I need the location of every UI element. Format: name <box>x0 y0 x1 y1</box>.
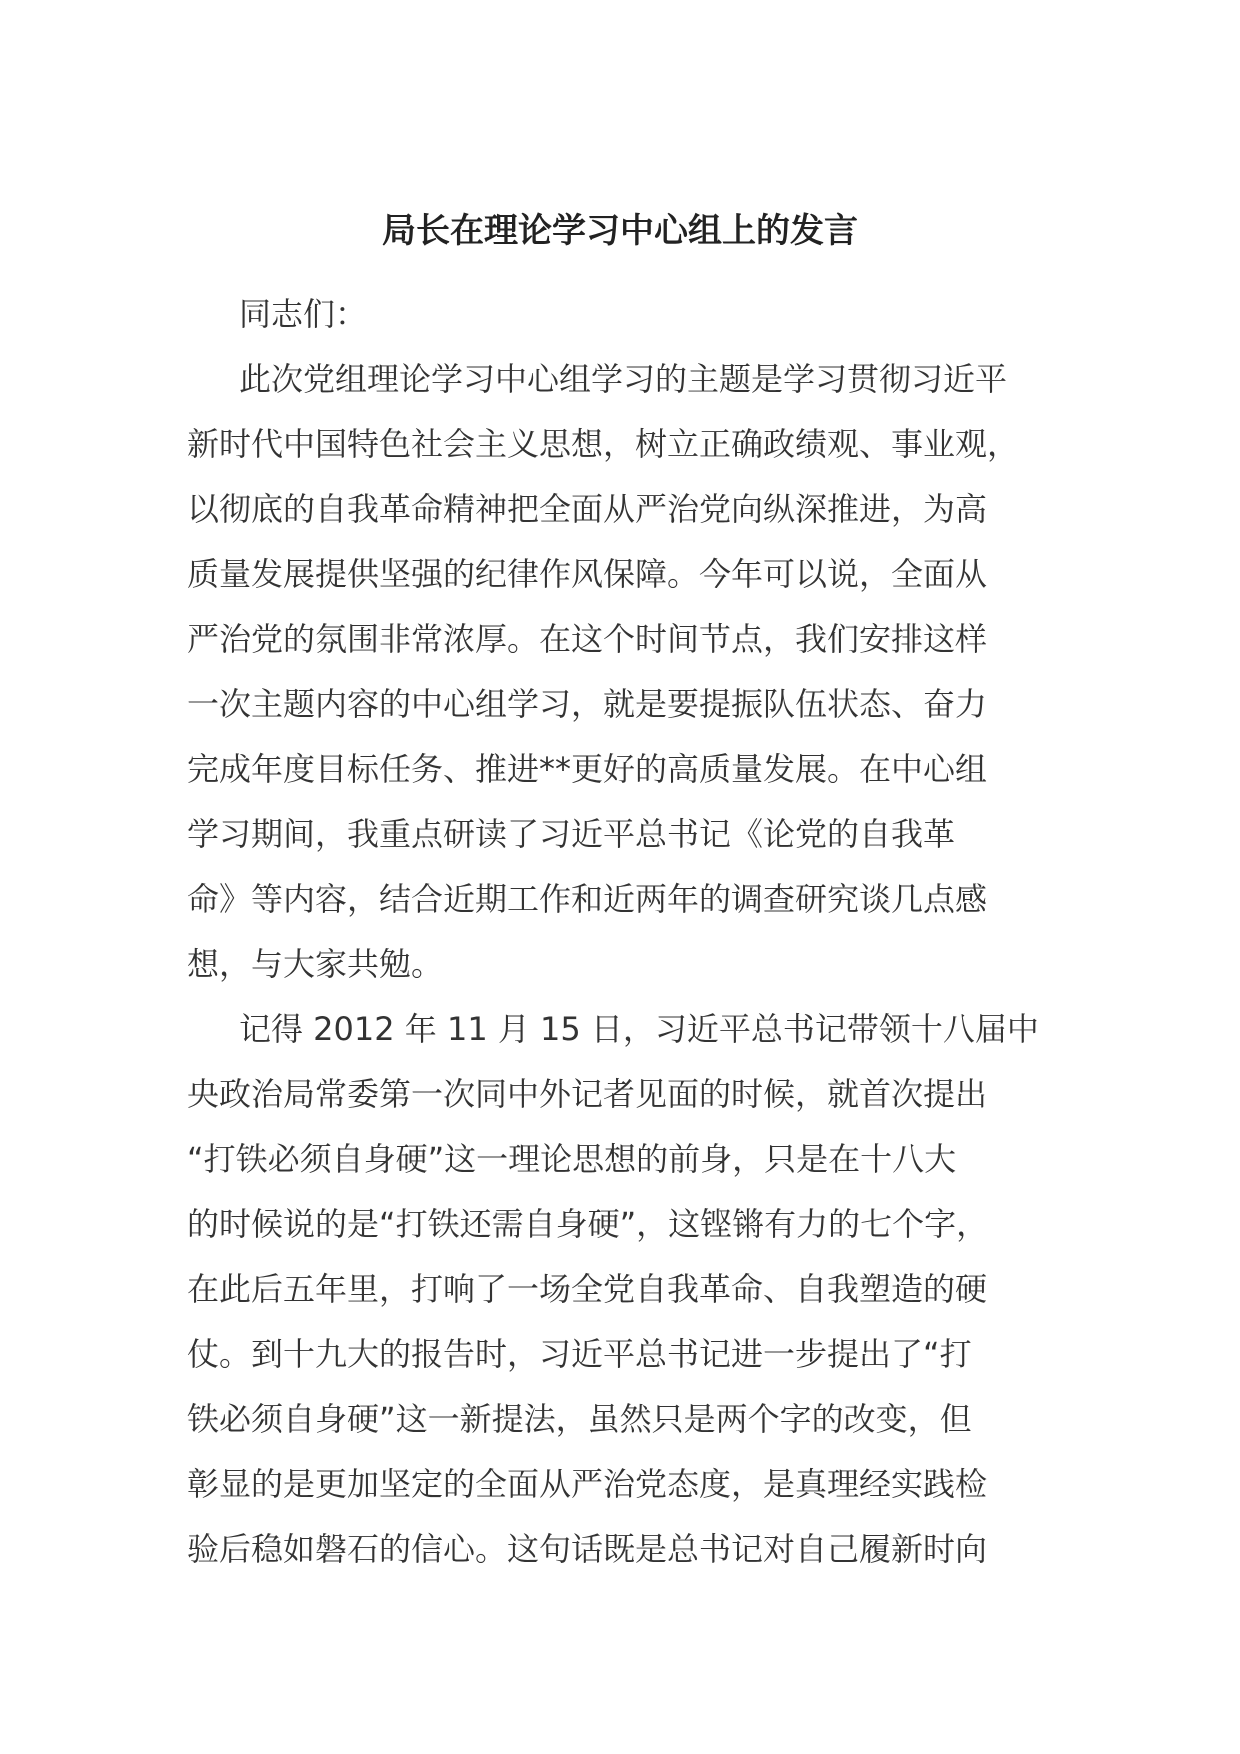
body-line: 严治党的氛围非常浓厚。在这个时间节点，我们安排这样 <box>187 620 988 658</box>
body-line: 新时代中国特色社会主义思想，树立正确政绩观、事业观， <box>187 425 1020 463</box>
body-line: 命》等内容，结合近期工作和近两年的调查研究谈几点感 <box>187 880 988 918</box>
body-line: 记得 2012 年 11 月 15 日，习近平总书记带领十八届中 <box>239 1010 1039 1048</box>
body-line: 质量发展提供坚强的纪律作风保障。今年可以说，全面从 <box>187 555 988 593</box>
document-body <box>187 282 1053 1582</box>
body-line: 在此后五年里，打响了一场全党自我革命、自我塑造的硬 <box>187 1270 988 1308</box>
body-line: 铁必须自身硬”这一新提法，虽然只是两个字的改变，但 <box>187 1400 972 1438</box>
body-line: 的时候说的是“打铁还需自身硬”，这铿锵有力的七个字， <box>187 1205 989 1243</box>
body-line: 一次主题内容的中心组学习，就是要提振队伍状态、奋力 <box>187 685 988 723</box>
body-line: 彰显的是更加坚定的全面从严治党态度，是真理经实践检 <box>187 1465 988 1503</box>
body-line: “打铁必须自身硬”这一理论思想的前身，只是在十八大 <box>187 1140 957 1178</box>
body-line: 学习期间，我重点研读了习近平总书记《论党的自我革 <box>187 815 956 853</box>
body-line: 完成年度目标任务、推进**更好的高质量发展。在中心组 <box>187 750 988 788</box>
salutation-line: 同志们： <box>239 295 368 333</box>
body-line: 验后稳如磐石的信心。这句话既是总书记对自己履新时向 <box>187 1530 988 1568</box>
body-line: 想，与大家共勉。 <box>187 945 444 983</box>
body-line: 以彻底的自我革命精神把全面从严治党向纵深推进，为高 <box>187 490 988 528</box>
body-line: 此次党组理论学习中心组学习的主题是学习贯彻习近平 <box>239 360 1008 398</box>
body-line: 仗。到十九大的报告时，习近平总书记进一步提出了“打 <box>187 1335 972 1373</box>
document-title: 局长在理论学习中心组上的发言 <box>382 211 858 251</box>
body-line: 央政治局常委第一次同中外记者见面的时候，就首次提出 <box>187 1075 988 1113</box>
